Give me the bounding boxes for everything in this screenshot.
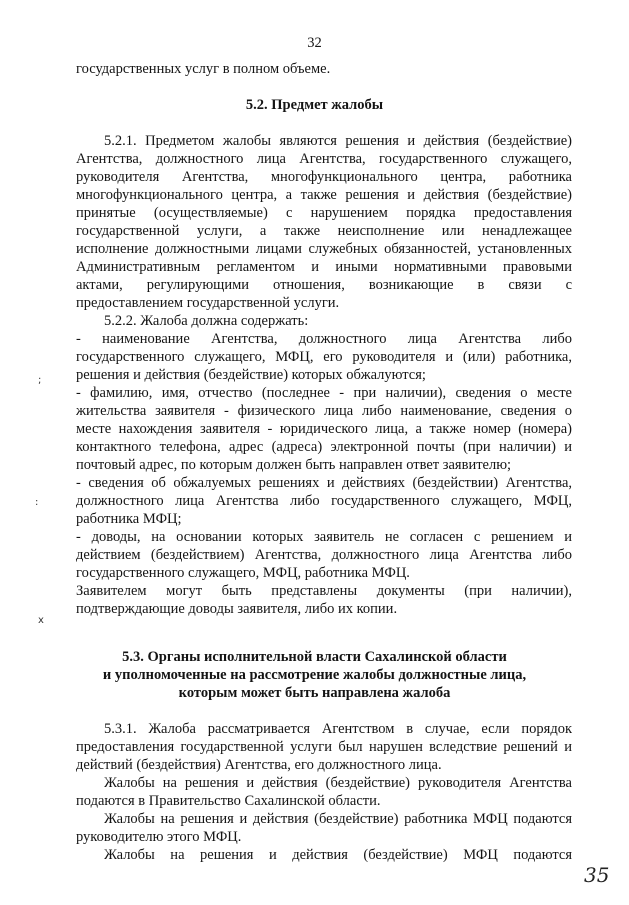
text-line: руководителю этого МФЦ. — [76, 829, 242, 845]
text-line: 5.2.1. Предметом жалобы являются решения и действия (бездействие) — [104, 133, 572, 149]
text-line: Заявителем могут быть представлены документы (при наличии), — [76, 583, 572, 599]
text-line: - доводы, на основании которых заявитель не согласен с решением и — [76, 529, 572, 545]
text-line: действий (бездействия) Агентства, его должностного лица. — [76, 757, 442, 773]
text-line: жительства заявителя - физического лица либо наименование, сведения о — [76, 403, 572, 419]
text-line: государственного служащего, МФЦ, работника МФЦ. — [76, 565, 410, 581]
text-line: предоставления государственной услуги был нарушен вследствие решений и — [76, 739, 572, 755]
text-line: работника МФЦ; — [76, 511, 182, 527]
text-line: государственной услуги, а также неисполнение или ненадлежащее — [76, 223, 572, 239]
scan-speck: x — [38, 615, 44, 626]
text-line: решения и действия (бездействие) которых обжалуются; — [76, 367, 426, 383]
text-line: почтовый адрес, по которым должен быть направлен ответ заявителю; — [76, 457, 512, 473]
scan-speck: ; — [38, 375, 42, 386]
text-line: Жалобы на решения и действия (бездействие) руководителя Агентства — [104, 775, 572, 791]
text-line: - наименование Агентства, должностного лица Агентства либо — [76, 331, 572, 347]
handwritten-page-number: 35 — [584, 863, 610, 887]
section-heading-5-3: 5.3. Органы исполнительной власти Сахалинской области — [122, 649, 507, 665]
text-line: Жалобы на решения и действия (бездействие) работника МФЦ подаются — [104, 811, 572, 827]
text-line: многофункционального центра, а также решения и действия (бездействие) — [76, 187, 572, 203]
text-line: Административным регламентом и иными нормативными правовыми — [76, 259, 572, 275]
text-line: контактного телефона, адрес (адреса) электронной почты (при наличии) и — [76, 439, 572, 455]
text-line: подаются в Правительство Сахалинской области. — [76, 793, 381, 809]
text-line: 5.2.2. Жалоба должна содержать: — [104, 313, 309, 329]
text-line: принятые (осуществляемые) с нарушением порядка предоставления — [76, 205, 572, 221]
text-line: актами, регулирующими отношения, возникающие в связи с — [76, 277, 572, 293]
section-heading-5-3: и уполномоченные на рассмотрение жалобы должностные лица, — [102, 667, 527, 683]
text-line: предоставлением государственной услуги. — [76, 295, 340, 311]
text-line: месте нахождения заявителя - юридического лица, а также номер (номера) — [76, 421, 572, 437]
section-heading-5-2: 5.2. Предмет жалобы — [245, 97, 384, 113]
text-line: государственных услуг в полном объеме. — [76, 61, 331, 77]
text-line: действием (бездействием) Агентства, должностного лица Агентства либо — [76, 547, 572, 563]
scan-speck: : — [35, 497, 39, 508]
section-heading-5-3: которым может быть направлена жалоба — [178, 685, 451, 701]
text-line: подтверждающие доводы заявителя, либо их копии. — [76, 601, 398, 617]
text-line: 5.3.1. Жалоба рассматривается Агентством в случае, если порядок — [104, 721, 572, 737]
text-line: Агентства, должностного лица Агентства, государственного служащего, — [76, 151, 572, 167]
page-number: 32 — [307, 35, 322, 51]
text-line: - фамилию, имя, отчество (последнее - при наличии), сведения о месте — [76, 385, 572, 401]
text-line: государственного служащего, МФЦ, его руководителя и (или) работника, — [76, 349, 572, 365]
text-line: Жалобы на решения и действия (бездействие) МФЦ подаются — [104, 847, 572, 863]
text-line: - сведения об обжалуемых решениях и действиях (бездействии) Агентства, — [76, 475, 572, 491]
text-line: исполнение должностными лицами служебных обязанностей, установленных — [76, 241, 572, 257]
text-line: руководителя Агентства, многофункционального центра, работника — [76, 169, 572, 185]
text-line: должностного лица Агентства либо государственного служащего, МФЦ, — [76, 493, 572, 509]
